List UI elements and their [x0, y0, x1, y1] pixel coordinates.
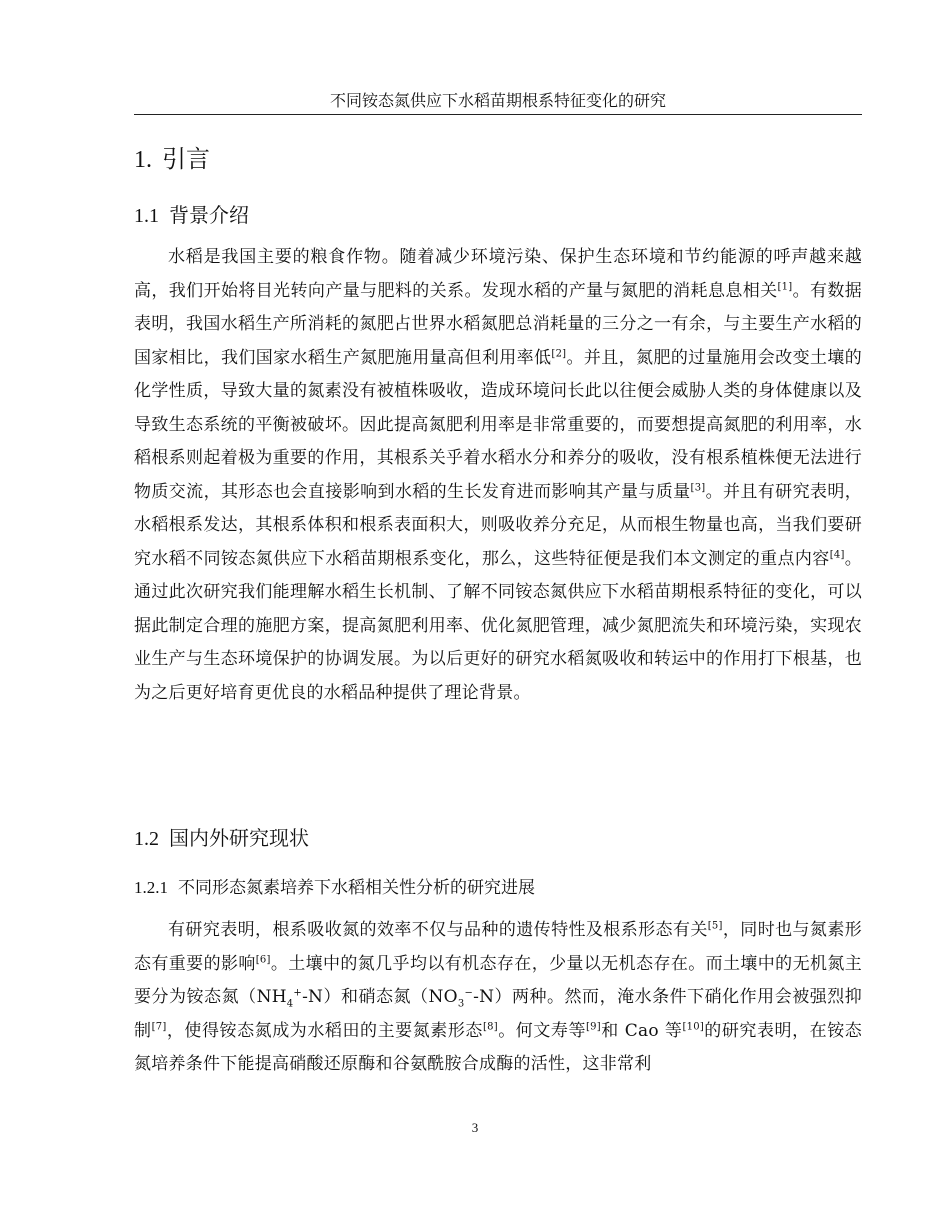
- superscript: [7]: [151, 1020, 167, 1032]
- text-run: 。有数据表明，我国水稻生产所消耗的氮肥占世界水稻氮肥总消耗量的三分之一有余，与主要生产水稻的国家相比，我们国家水稻生产氮肥施用量高但利用率低: [134, 280, 863, 368]
- text-run: 。通过此次研究我们能理解水稻生长机制、了解不同铵态氮供应下水稻苗期根系特征的变化，可以据此制定合理的施肥方案，提高氮肥利用率、优化氮肥管理，减少氮肥流失和环境污染，实现农业生产与生态环境保护的协调发展。为以后更好的研究水稻氮吸收和转运中的作用打下根基，也为之后更好培育更优良的水稻品种提供了理论背景。: [134, 548, 863, 703]
- text-run: 。并且有研究表明，水稻根系发达，其根系体积和根系表面积大，则吸收养分充足，从而根生物量也高，当我们要研究水稻不同铵态氮供应下水稻苗期根系变化，那么，这些特征便是我们本文测定的重点内容: [134, 481, 862, 569]
- superscript: [6]: [255, 953, 271, 965]
- text-run: 。何文寿等: [497, 1020, 587, 1041]
- section-1-2-title: 国内外研究现状: [169, 826, 309, 850]
- superscript: [10]: [682, 1020, 704, 1032]
- subscript: 3: [457, 998, 465, 1010]
- subscript: 4: [286, 998, 294, 1010]
- section-1-2-heading: [134, 825, 309, 852]
- superscript: [4]: [829, 548, 845, 560]
- section-1-1-heading: [134, 202, 249, 229]
- text-run: 和 Cao 等: [600, 1020, 683, 1041]
- research-status-paragraph: [134, 914, 862, 1082]
- background-paragraph: [134, 241, 862, 710]
- superscript: [2]: [551, 347, 567, 359]
- text-run: ，使得铵态氮成为水稻田的主要氮素形态: [166, 1020, 483, 1041]
- text-run: 有研究表明，根系吸收氮的效率不仅与品种的遗传特性及根系形态有关: [168, 920, 708, 940]
- text-run: 。土壤中的氮几乎均以有机态存在，少量以无机态存在。而土壤中的无机氮主要分为铵态氮（NH: [134, 953, 863, 1007]
- text-run: 。并且，氮肥的过量施用会改变土壤的化学性质，导致大量的氮素没有被植株吸收，造成环境问长此以往便会威胁人类的身体健康以及导致生态系统的平衡被破坏。因此提高氮肥利用率是非常重要的，而要想提高氮肥的利用率，水稻根系则起着极为重要的作用，其根系关乎着水稻水分和养分的吸收，没有根系植株便无法进行物质交流，其形态也会直接影响到水稻的生长发育进而影响其产量与质量: [134, 347, 863, 502]
- section-1-2-1-heading: [134, 877, 535, 899]
- superscript: [1]: [777, 280, 793, 292]
- section-1-1-number: 1.1: [134, 205, 159, 227]
- text-run: 水稻是我国主要的粮食作物。随着减少环境污染、保护生态环境和节约能源的呼声越来越高，我们开始将目光转向产量与肥料的关系。发现水稻的产量与氮肥的消耗息息相关: [134, 247, 862, 301]
- section-1-2-number: 1.2: [134, 828, 159, 850]
- text-run: -N）两种。然而，淹水条件下硝化作用会被强烈抑制: [134, 987, 862, 1041]
- header-rule: [134, 114, 862, 115]
- section-1-title: 引言: [162, 145, 210, 173]
- text-run: ，同时也与氮素形态有重要的影响: [134, 920, 863, 974]
- running-header: 不同铵态氮供应下水稻苗期根系特征变化的研究: [329, 91, 666, 110]
- superscript: [5]: [707, 920, 723, 932]
- superscript: [8]: [482, 1020, 498, 1032]
- section-1-2-1-title: 不同形态氮素培养下水稻相关性分析的研究进展: [178, 878, 535, 898]
- superscript: +: [293, 987, 303, 999]
- section-1-heading: [134, 144, 210, 175]
- superscript: −: [464, 987, 474, 999]
- superscript: [9]: [586, 1020, 601, 1032]
- page-number: 3: [471, 1120, 479, 1135]
- section-1-2-1-number: 1.2.1: [134, 878, 168, 897]
- text-run: 的研究表明，在铵态氮培养条件下能提高硝酸还原酶和谷氨酰胺合成酶的活性，这非常利: [134, 1020, 863, 1074]
- text-run: -N）和硝态氮（NO: [302, 987, 458, 1007]
- section-1-number: 1.: [134, 147, 152, 173]
- superscript: [3]: [690, 481, 706, 493]
- section-1-1-title: 背景介绍: [169, 203, 249, 227]
